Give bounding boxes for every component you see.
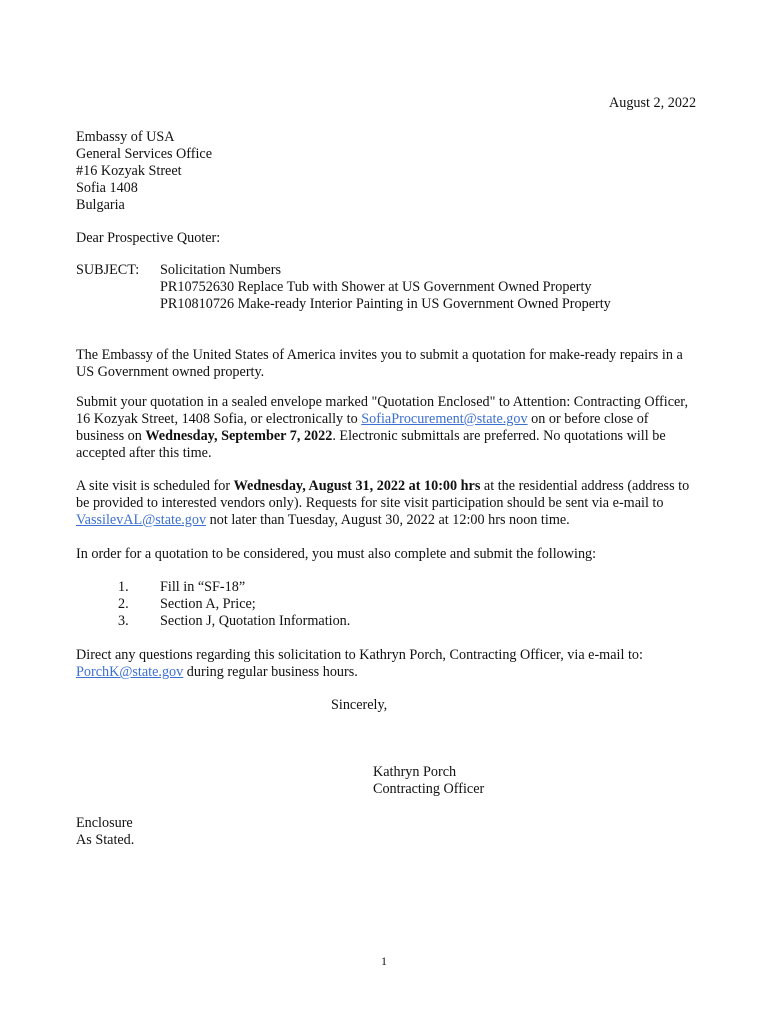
- subject-lines: [160, 262, 611, 313]
- enclosure-line: As Stated.: [76, 832, 135, 848]
- deadline-date: Wednesday, September 7, 2022: [145, 428, 333, 444]
- text-run: at the residential address (address to: [480, 478, 690, 494]
- paragraph-line: Submit your quotation in a sealed envelope marked "Quotation Enclosed" to Attention: Contracting Officer,: [76, 394, 689, 410]
- subject-line: PR10810726 Make-ready Interior Painting in US Government Owned Property: [160, 296, 611, 312]
- paragraph-line: [76, 428, 698, 445]
- subject-label: SUBJECT:: [76, 262, 140, 278]
- text-run: business on: [76, 428, 146, 444]
- address-line: Bulgaria: [76, 197, 125, 213]
- paragraph-line: [76, 512, 698, 529]
- salutation: Dear Prospective Quoter:: [76, 230, 221, 246]
- signer-name: Kathryn Porch: [373, 764, 457, 780]
- paragraph-line: accepted after this time.: [76, 445, 212, 461]
- page-number: 1: [381, 954, 387, 968]
- enclosure-line: Enclosure: [76, 815, 133, 831]
- subject-line: Solicitation Numbers: [160, 262, 281, 278]
- letter-date: August 2, 2022: [609, 95, 697, 111]
- text-run: . Electronic submittals are preferred. No quotations will be: [332, 428, 666, 444]
- address-line: Embassy of USA: [76, 129, 175, 145]
- porch-email-link[interactable]: PorchK@state.gov: [76, 664, 184, 680]
- paragraph-requirements: In order for a quotation to be considered, you must also complete and submit the following:: [76, 546, 597, 562]
- text-run: 16 Kozyak Street, 1408 Sofia, or electronically to: [76, 411, 362, 427]
- text-run: during regular business hours.: [183, 664, 358, 680]
- vassilev-email-link[interactable]: VassilevAL@state.gov: [76, 512, 207, 528]
- address-line: #16 Kozyak Street: [76, 163, 182, 179]
- list-item-number: 1.: [118, 579, 129, 595]
- paragraph-line: [76, 411, 698, 428]
- paragraph-line: The Embassy of the United States of America invites you to submit a quotation for make-ready repairs in a: [76, 347, 683, 363]
- list-item-number: 2.: [118, 596, 129, 612]
- text-run: A site visit is scheduled for: [76, 478, 234, 494]
- list-item: Section A, Price;: [160, 596, 256, 612]
- site-visit-date: Wednesday, August 31, 2022 at 10:00 hrs: [233, 478, 481, 494]
- address-line: General Services Office: [76, 146, 213, 162]
- paragraph-submission: [76, 394, 698, 462]
- paragraph-invitation: [76, 347, 698, 381]
- list-item: Section J, Quotation Information.: [160, 613, 351, 629]
- address-line: Sofia 1408: [76, 180, 138, 196]
- text-run: on or before close of: [527, 411, 649, 427]
- list-item-number: 3.: [118, 613, 129, 629]
- subject-line: PR10752630 Replace Tub with Shower at US Government Owned Property: [160, 279, 592, 295]
- list-item: Fill in “SF-18”: [160, 579, 246, 595]
- text-run: not later than Tuesday, August 30, 2022 at 12:00 hrs noon time.: [206, 512, 570, 528]
- signer-title: Contracting Officer: [373, 781, 485, 797]
- paragraph-line: be provided to interested vendors only). Requests for site visit participation should be sent via e-mail to: [76, 495, 664, 511]
- paragraph-questions: [76, 647, 698, 681]
- closing: Sincerely,: [331, 697, 388, 713]
- paragraph-line: US Government owned property.: [76, 364, 265, 380]
- paragraph-line: [76, 478, 698, 495]
- paragraph-line: [76, 664, 698, 681]
- paragraph-line: Direct any questions regarding this solicitation to Kathryn Porch, Contracting Officer, via e-mail to:: [76, 647, 643, 663]
- paragraph-site-visit: [76, 478, 698, 529]
- address-block: [76, 129, 212, 214]
- enclosure-block: [76, 815, 134, 849]
- signature-block: [373, 764, 484, 798]
- sofia-procurement-email-link[interactable]: SofiaProcurement@state.gov: [361, 411, 528, 427]
